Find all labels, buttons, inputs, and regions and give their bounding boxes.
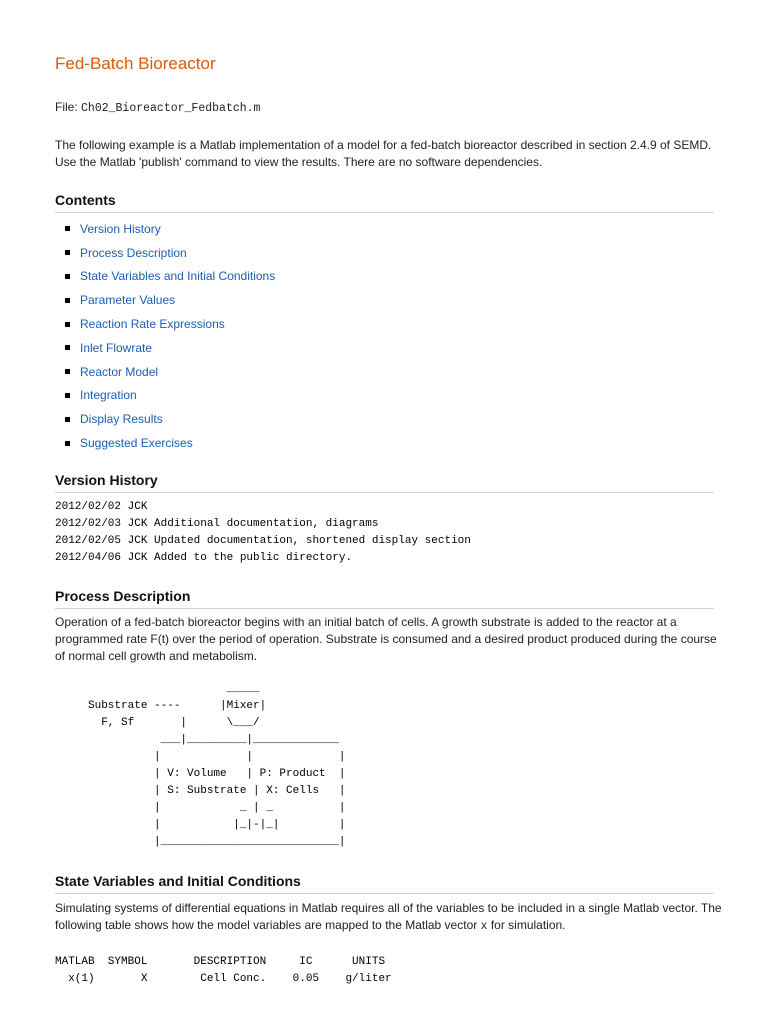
bullet-icon <box>65 298 70 303</box>
toc-link-process-description[interactable]: Process Description <box>80 245 187 260</box>
bullet-icon <box>65 322 70 327</box>
toc-link-display-results[interactable]: Display Results <box>80 412 163 427</box>
page-title: Fed-Batch Bioreactor <box>55 54 216 73</box>
state-variables-text: Simulating systems of differential equations in Matlab requires all of the variables to be included in a single Matlab vector. The following table shows how the model variables are mapped to the Matlab vector <box>55 901 722 932</box>
intro-paragraph: The following example is a Matlab implementation of a model for a fed-batch bioreactor described in section 2.4.9 of SEMD. Use the Matlab 'publish' command to view the results. There are no software dependencies. <box>55 138 712 169</box>
bullet-icon <box>65 226 70 231</box>
toc-item[interactable] <box>55 241 275 265</box>
toc-item[interactable] <box>55 431 275 455</box>
toc-link-version-history[interactable]: Version History <box>80 221 161 236</box>
toc-link-reaction-rate-expressions[interactable]: Reaction Rate Expressions <box>80 317 225 332</box>
bullet-icon <box>65 417 70 422</box>
bullet-icon <box>65 441 70 446</box>
state-variables-text-end: for simulation. <box>487 918 566 932</box>
contents-heading: Contents <box>55 192 714 213</box>
state-variables-table: MATLAB SYMBOL DESCRIPTION IC UNITS x(1) X Cell Conc. 0.05 g/liter <box>55 956 392 985</box>
process-diagram: _____ Substrate ---- |Mixer| F, Sf | \___/ ___|_________|_____________ | | | | V: Volume | P: Product | | S: Substrate | X: Cells | | _ | _ | | |_|-|_| | |___________________________| <box>88 683 346 848</box>
version-history-heading: Version History <box>55 472 714 493</box>
bullet-icon <box>65 250 70 255</box>
bullet-icon <box>65 393 70 398</box>
toc-item[interactable] <box>55 288 275 312</box>
toc-item[interactable] <box>55 407 275 431</box>
bullet-icon <box>65 274 70 279</box>
file-label: File: <box>55 100 78 114</box>
toc-link-parameter-values[interactable]: Parameter Values <box>80 293 176 308</box>
toc-item[interactable] <box>55 384 275 408</box>
file-name: Ch02_Bioreactor_Fedbatch.m <box>81 102 261 115</box>
file-line <box>55 100 260 115</box>
toc-item[interactable] <box>55 265 275 289</box>
toc-link-state-variables[interactable]: State Variables and Initial Conditions <box>80 269 276 284</box>
vector-name: x <box>480 920 488 933</box>
toc-item[interactable] <box>55 312 275 336</box>
toc-link-integration[interactable]: Integration <box>80 388 137 403</box>
process-description-paragraph: Operation of a fed-batch bioreactor begins with an initial batch of cells. A growth substrate is added to the reactor at a programmed rate F(t) over the period of operation. Substrate is consumed and a desired product produced during the course of normal cell growth and metabolism. <box>55 615 717 663</box>
state-variables-heading: State Variables and Initial Conditions <box>55 873 714 894</box>
process-description-heading: Process Description <box>55 588 714 609</box>
toc-link-suggested-exercises[interactable]: Suggested Exercises <box>80 436 193 451</box>
contents-list <box>55 217 275 455</box>
toc-item[interactable] <box>55 217 275 241</box>
bullet-icon <box>65 369 70 374</box>
version-history-code: 2012/02/02 JCK 2012/02/03 JCK Additional documentation, diagrams 2012/02/05 JCK Updated documentation, shortened display section 2012/04/06 JCK Added to the public directory. <box>55 501 471 564</box>
toc-link-reactor-model[interactable]: Reactor Model <box>80 364 159 379</box>
bullet-icon <box>65 345 70 350</box>
toc-item[interactable] <box>55 336 275 360</box>
toc-item[interactable] <box>55 360 275 384</box>
state-variables-paragraph <box>55 900 725 935</box>
toc-link-inlet-flowrate[interactable]: Inlet Flowrate <box>80 340 153 355</box>
